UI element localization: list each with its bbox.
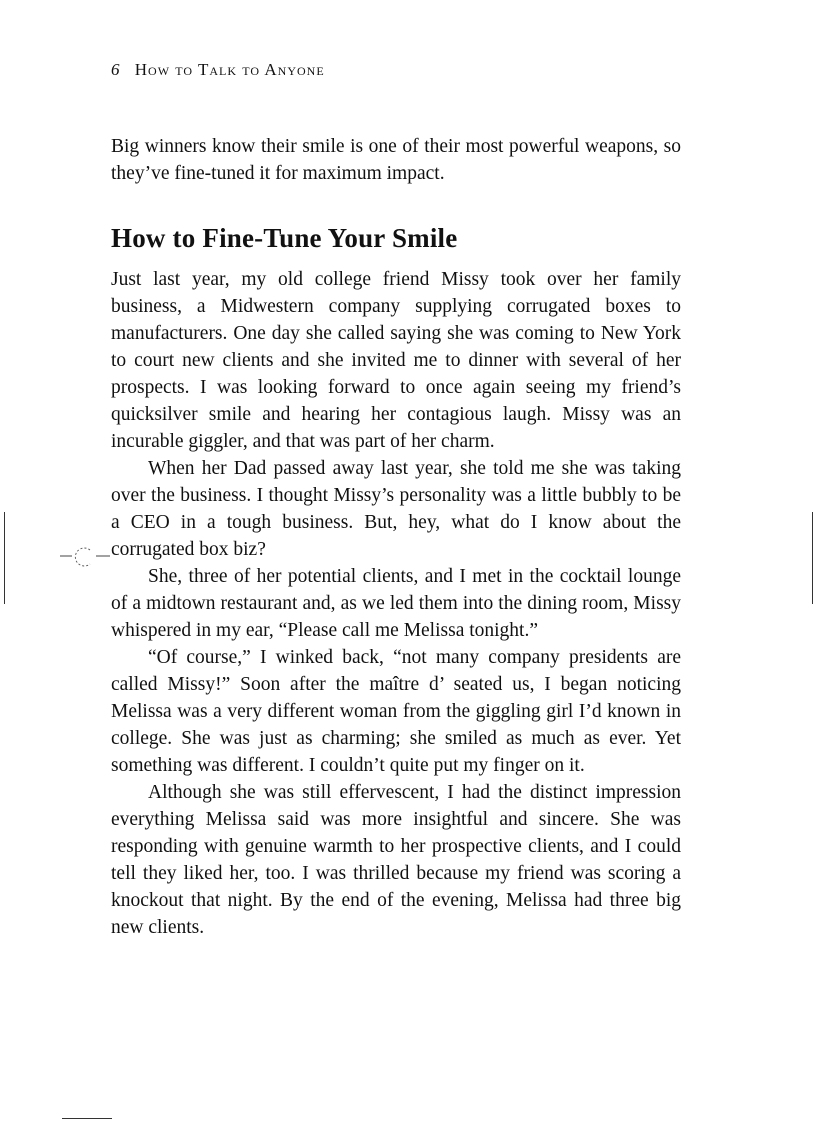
page-number: 6 xyxy=(111,60,120,79)
registration-mark-icon xyxy=(60,542,110,572)
book-title: How to Talk to Anyone xyxy=(134,60,325,79)
body-paragraph: When her Dad passed away last year, she told me she was taking over the business. I thought Missy’s personality was a little bubbly to be a CEO in a tough business. But, hey, what do I know about the corrugated box biz? xyxy=(111,458,681,560)
body-paragraph: “Of course,” I winked back, “not many company presidents are called Missy!” Soon after the maître d’ seated us, I began noticing Melissa was a very different woman from the giggling girl I’d known in college. She was just as charming; she smiled as much as ever. Yet something was different. I couldn’t quite put my finger on it. xyxy=(111,647,681,776)
body-paragraph: Although she was still effervescent, I had the distinct impression everything Melissa said was more insightful and sincere. She was responding with genuine warmth to her prospective clients, and I could tell they liked her, too. I was thrilled because my friend was scoring a knockout that night. By the end of the evening, Melissa had three big new clients. xyxy=(111,782,681,938)
body-paragraph: She, three of her potential clients, and I met in the cocktail lounge of a midtown restaurant and, as we led them into the dining room, Missy whispered in my ear, “Please call me Melissa tonight.” xyxy=(111,566,681,641)
body-paragraph: Just last year, my old college friend Missy took over her family business, a Midwestern company supplying corrugated boxes to manufacturers. One day she called saying she was coming to New York to court new clients and she invited me to dinner with several of her prospects. I was looking forward to once again seeing my friend’s quicksilver smile and hearing her contagious laugh. Missy was an incurable giggler, and that was part of her charm. xyxy=(111,269,681,452)
page-body xyxy=(111,133,681,941)
intro-paragraph: Big winners know their smile is one of their most powerful weapons, so they’ve fine-tuned it for maximum impact. xyxy=(111,136,681,184)
footer-rule xyxy=(62,1118,112,1119)
section-heading: How to Fine-Tune Your Smile xyxy=(111,223,458,253)
left-crop-line xyxy=(4,512,5,604)
running-header xyxy=(111,60,325,80)
right-crop-line xyxy=(812,512,813,604)
